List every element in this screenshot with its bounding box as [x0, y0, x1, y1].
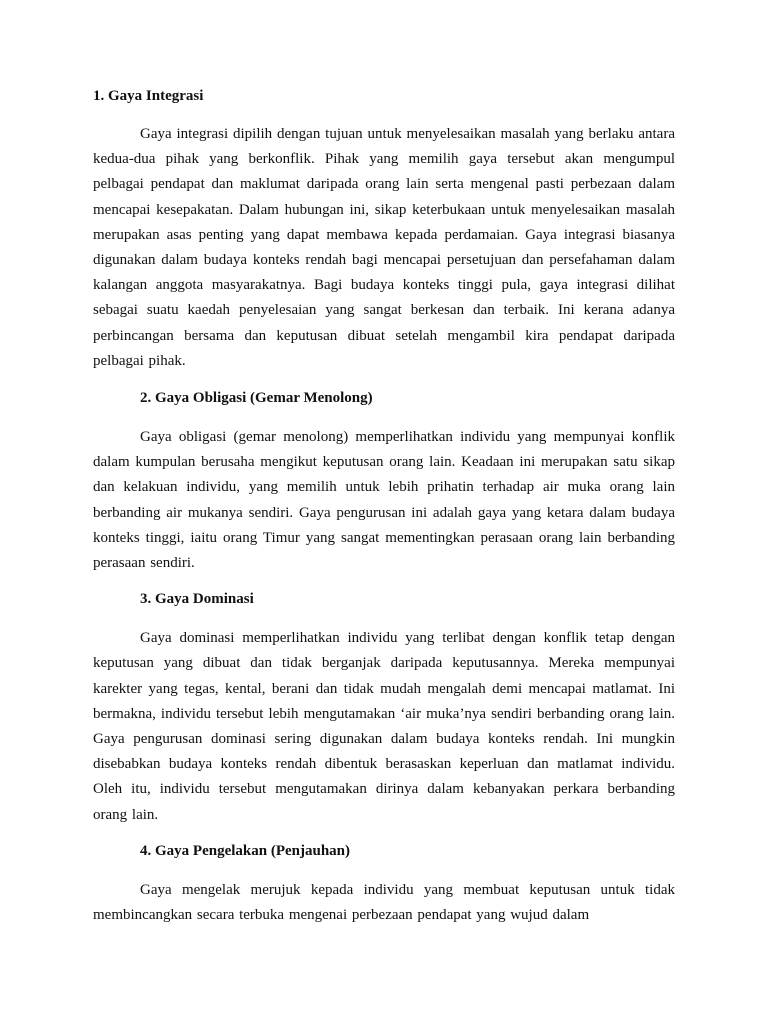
section-heading-dominasi: 3. Gaya Dominasi [140, 591, 254, 608]
section-heading-integrasi: 1. Gaya Integrasi [93, 88, 204, 104]
section-heading-pengelakan: 4. Gaya Pengelakan (Penjauhan) [140, 842, 351, 859]
section-body-integrasi: Gaya integrasi dipilih dengan tujuan untuk menyelesaikan masalah yang berlaku antara kedua-dua pihak yang berkonflik. Pihak yang memilih gaya tersebut akan mengumpul pelbagai pendapat dan maklumat daripada orang lain serta mengenal pasti perbezaan dalam mencapai kesepakatan. Dalam hubungan ini, sikap keterbukaan untuk menyelesaikan masalah merupakan asas penting yang dapat membawa kepada perdamaian. Gaya integrasi biasanya digunakan dalam budaya konteks rendah bagi mencapai persetujuan dan persefahaman dalam kalangan anggota masyarakatnya. Bagi budaya konteks tinggi pula, gaya integrasi dilihat sebagai suatu kaedah penyelesaian yang sangat berkesan dan terbaik. Ini kerana adanya perbincangan bersama dan keputusan dibuat setelah mengambil kira pendapat daripada pelbagai pihak. [93, 126, 675, 369]
section-body-dominasi: Gaya dominasi memperlihatkan individu yang terlibat dengan konflik tetap dengan keputusan yang dibuat dan tidak berganjak daripada keputusannya. Mereka mempunyai karekter yang tegas, kental, berani dan tidak mudah mengalah demi mencapai matlamat. Ini bermakna, individu tersebut lebih mengutamakan ‘air muka’nya sendiri berbanding orang lain. Gaya pengurusan dominasi sering digunakan dalam budaya konteks rendah. Ini mungkin disebabkan budaya konteks rendah dibentuk berasaskan keperluan dan matlamat individu. Oleh itu, individu tersebut mengutamakan dirinya dalam kebanyakan perkara berbanding orang lain. [93, 630, 675, 823]
section-body-pengelakan: Gaya mengelak merujuk kepada individu yang membuat keputusan untuk tidak membincangkan secara terbuka mengenai perbezaan pendapat yang wujud dalam [93, 881, 675, 924]
document-page [93, 86, 675, 942]
section-body-obligasi: Gaya obligasi (gemar menolong) memperlihatkan individu yang mempunyai konflik dalam kumpulan berusaha mengikut keputusan orang lain. Keadaan ini merupakan satu sikap dan kelakuan individu, yang memilih untuk lebih prihatin terhadap air muka orang lain berbanding air mukanya sendiri. Gaya pengurusan ini adalah gaya yang ketara dalam budaya konteks tinggi, iaitu orang Timur yang sangat mementingkan perasaan orang lain berbanding perasaan sendiri. [93, 429, 675, 572]
section-heading-obligasi: 2. Gaya Obligasi (Gemar Menolong) [140, 390, 373, 407]
